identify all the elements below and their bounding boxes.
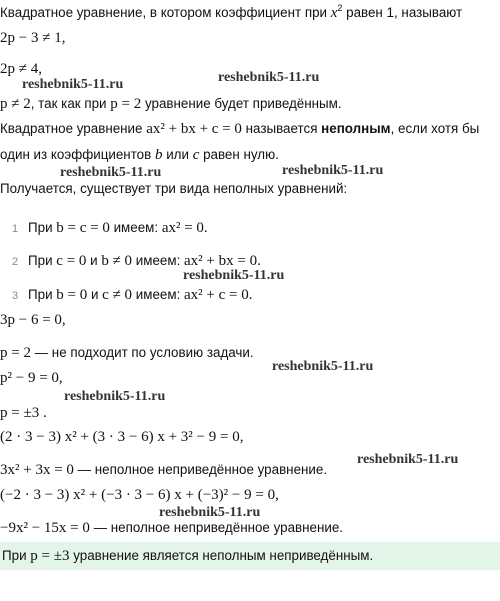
p-not-2-line: p ≠ 2, так как при p = 2 уравнение будет приведённым. [0, 96, 342, 112]
p-plus-minus-3: p = ±3 . [0, 405, 47, 421]
equation-2p-3: 2p − 3 ≠ 1, [0, 30, 66, 46]
watermark: reshebnik5-11.ru [159, 505, 261, 520]
watermark: reshebnik5-11.ru [357, 452, 459, 467]
answer-box [0, 542, 500, 570]
equation-3p-6: 3p − 6 = 0, [0, 312, 66, 328]
watermark: reshebnik5-11.ru [183, 268, 285, 283]
result-p-minus-3-line: −9x² − 15x = 0 — неполное неприведённое уравнение. [0, 520, 344, 536]
list-item-3: 3 При b = 0 и c ≠ 0 имеем: ax² + c = 0. [12, 287, 253, 303]
types-heading: Получается, существует три вида неполных уравнений: [0, 181, 348, 196]
watermark: reshebnik5-11.ru [272, 359, 374, 374]
definition-line-1: Квадратное уравнение ax² + bx + c = 0 называется неполным, если хотя бы [0, 121, 480, 137]
definition-line-2: один из коэффициентов b или c равен нулю. [0, 147, 279, 163]
substitution-p-3: (2 · 3 − 3) x² + (3 · 3 − 6) x + 3² − 9 = 0, [0, 429, 244, 445]
equation-2p-4: 2p ≠ 4, [0, 61, 42, 77]
watermark: reshebnik5-11.ru [282, 163, 384, 178]
watermark: reshebnik5-11.ru [22, 77, 124, 92]
substitution-p-minus-3: (−2 · 3 − 3) x² + (−3 · 3 − 6) x + (−3)² − 9 = 0, [0, 487, 279, 503]
watermark: reshebnik5-11.ru [218, 70, 320, 85]
equation-p2-9: p² − 9 = 0, [0, 370, 63, 386]
result-p-3-line: 3x² + 3x = 0 — неполное неприведённое уравнение. [0, 462, 328, 478]
watermark: reshebnik5-11.ru [64, 389, 166, 404]
watermark: reshebnik5-11.ru [60, 165, 162, 180]
intro-line-1: Квадратное уравнение, в котором коэффициент при $x^2$ равен 1, называют [0, 3, 463, 21]
answer-text: При p = ±3 уравнение является неполным неприведённым. [2, 548, 374, 564]
list-item-1: 1 При b = c = 0 имеем: ax² = 0. [12, 220, 208, 236]
p-2-rejected-line: p = 2 — не подходит по условию задачи. [0, 345, 254, 361]
list-item-2: 2 При c = 0 и b ≠ 0 имеем: ax² + bx = 0. [12, 253, 261, 269]
